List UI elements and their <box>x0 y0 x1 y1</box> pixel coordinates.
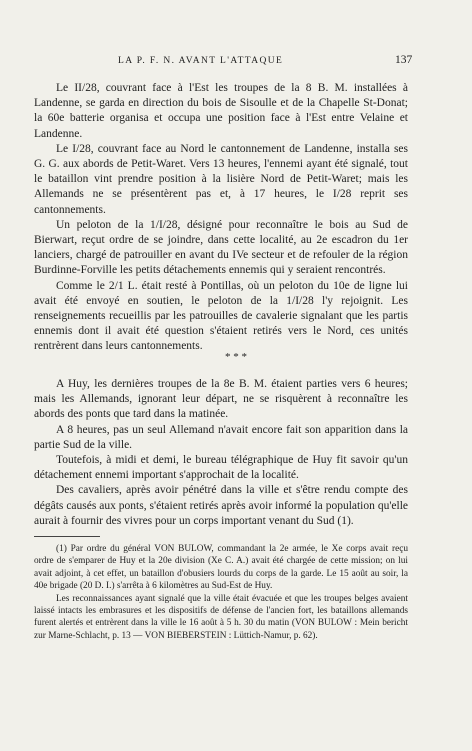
section-separator: * * * <box>225 351 247 363</box>
footnote: Les reconnaissances ayant signalé que la ville était évacuée et que les troupes belges avaient laissé intacts les embrasures et les dispositifs de défense de l'ancien fort, les bataillons allemands furent alertés et entrèrent dans la ville le 16 août à 5 h. 30 du matin (VON BULOW : Mein bericht zur Marne-Schlacht, p. 13 — VON BIEBERSTEIN : Lüttich-Namur, p. 62). <box>34 593 408 641</box>
main-text-bottom <box>34 377 408 529</box>
paragraph: Comme le 2/1 L. était resté à Pontillas, où un peloton du 10e de ligne lui avait été envoyé en soutien, le peloton de la 1/I/28 l'y rejoignit. Les renseignements recueillis par les patrouilles de cavalerie signalant que les partis ennemis dont il avait été question s'étaient retirés vers le Nord, ces unités rentrèrent dans leurs cantonnements. <box>34 279 408 353</box>
footnotes <box>34 543 408 642</box>
paragraph: Toutefois, à midi et demi, le bureau télégraphique de Huy fit savoir qu'un détachement ennemi important s'approchait de la localité. <box>34 454 408 482</box>
running-header <box>0 54 472 70</box>
paragraph: Le II/28, couvrant face à l'Est les troupes de la 8 B. M. installées à Landenne, se garda en direction du bois de Sisoulle et de la Chapelle St-Donat; la 60e batterie organisa et occupa une position face à l'Est entre Velaine et Landenne. <box>34 82 408 140</box>
main-text-top <box>34 81 408 355</box>
footnote-rule <box>34 536 100 537</box>
page-number: 137 <box>395 54 413 66</box>
paragraph: A Huy, les dernières troupes de la 8e B. M. étaient parties vers 6 heures; mais les Allemands, ignorant leur départ, ne se risquèrent à reconnaître les abords des ponts que tard dans la matinée. <box>34 378 408 421</box>
running-title: LA P. F. N. AVANT L'ATTAQUE <box>118 56 284 66</box>
paragraph: Des cavaliers, après avoir pénétré dans la ville et s'être rendu compte des dégâts causés aux ponts, s'étaient retirés après avoir informé la population qu'elle aurait à fournir des vivres pour un corps important venant du Sud (1). <box>34 484 408 527</box>
paragraph: A 8 heures, pas un seul Allemand n'avait encore fait son apparition dans la partie Sud de la ville. <box>34 423 408 451</box>
paragraph: Un peloton de la 1/I/28, désigné pour reconnaître le bois au Sud de Bierwart, reçut ordre de se joindre, dans cette localité, au 2e escadron du 1er lanciers, chargé de patrouiller en avant du IVe secteur et de refouler de la région Burdinne-Forville les petits détachements ennemis qui y seraient rencontrés. <box>34 218 408 277</box>
footnote: (1) Par ordre du général VON BULOW, commandant la 2e armée, le Xe corps avait reçu ordre de s'emparer de Huy et la 20e division (Xe C. A.) avait été chargée de cette mission; on lui avait adjoint, à cet effet, un bataillon d'obusiers lourds du corps de la garde. Le 15 août au soir, la 40e brigade (20 D. I.) s'arrêta à 6 kilomètres au Sud-Est de Huy. <box>34 544 408 592</box>
paragraph: Le I/28, couvrant face au Nord le cantonnement de Landenne, installa ses G. G. aux abords de Petit-Waret. Vers 13 heures, l'ennemi ayant été signalé, tout le bataillon vint prendre position à la lisière Nord de Petit-Waret; mais les Allemands ne se présentèrent pas et, à 17 heures, le I/28 reprit ses cantonnements. <box>34 142 408 216</box>
